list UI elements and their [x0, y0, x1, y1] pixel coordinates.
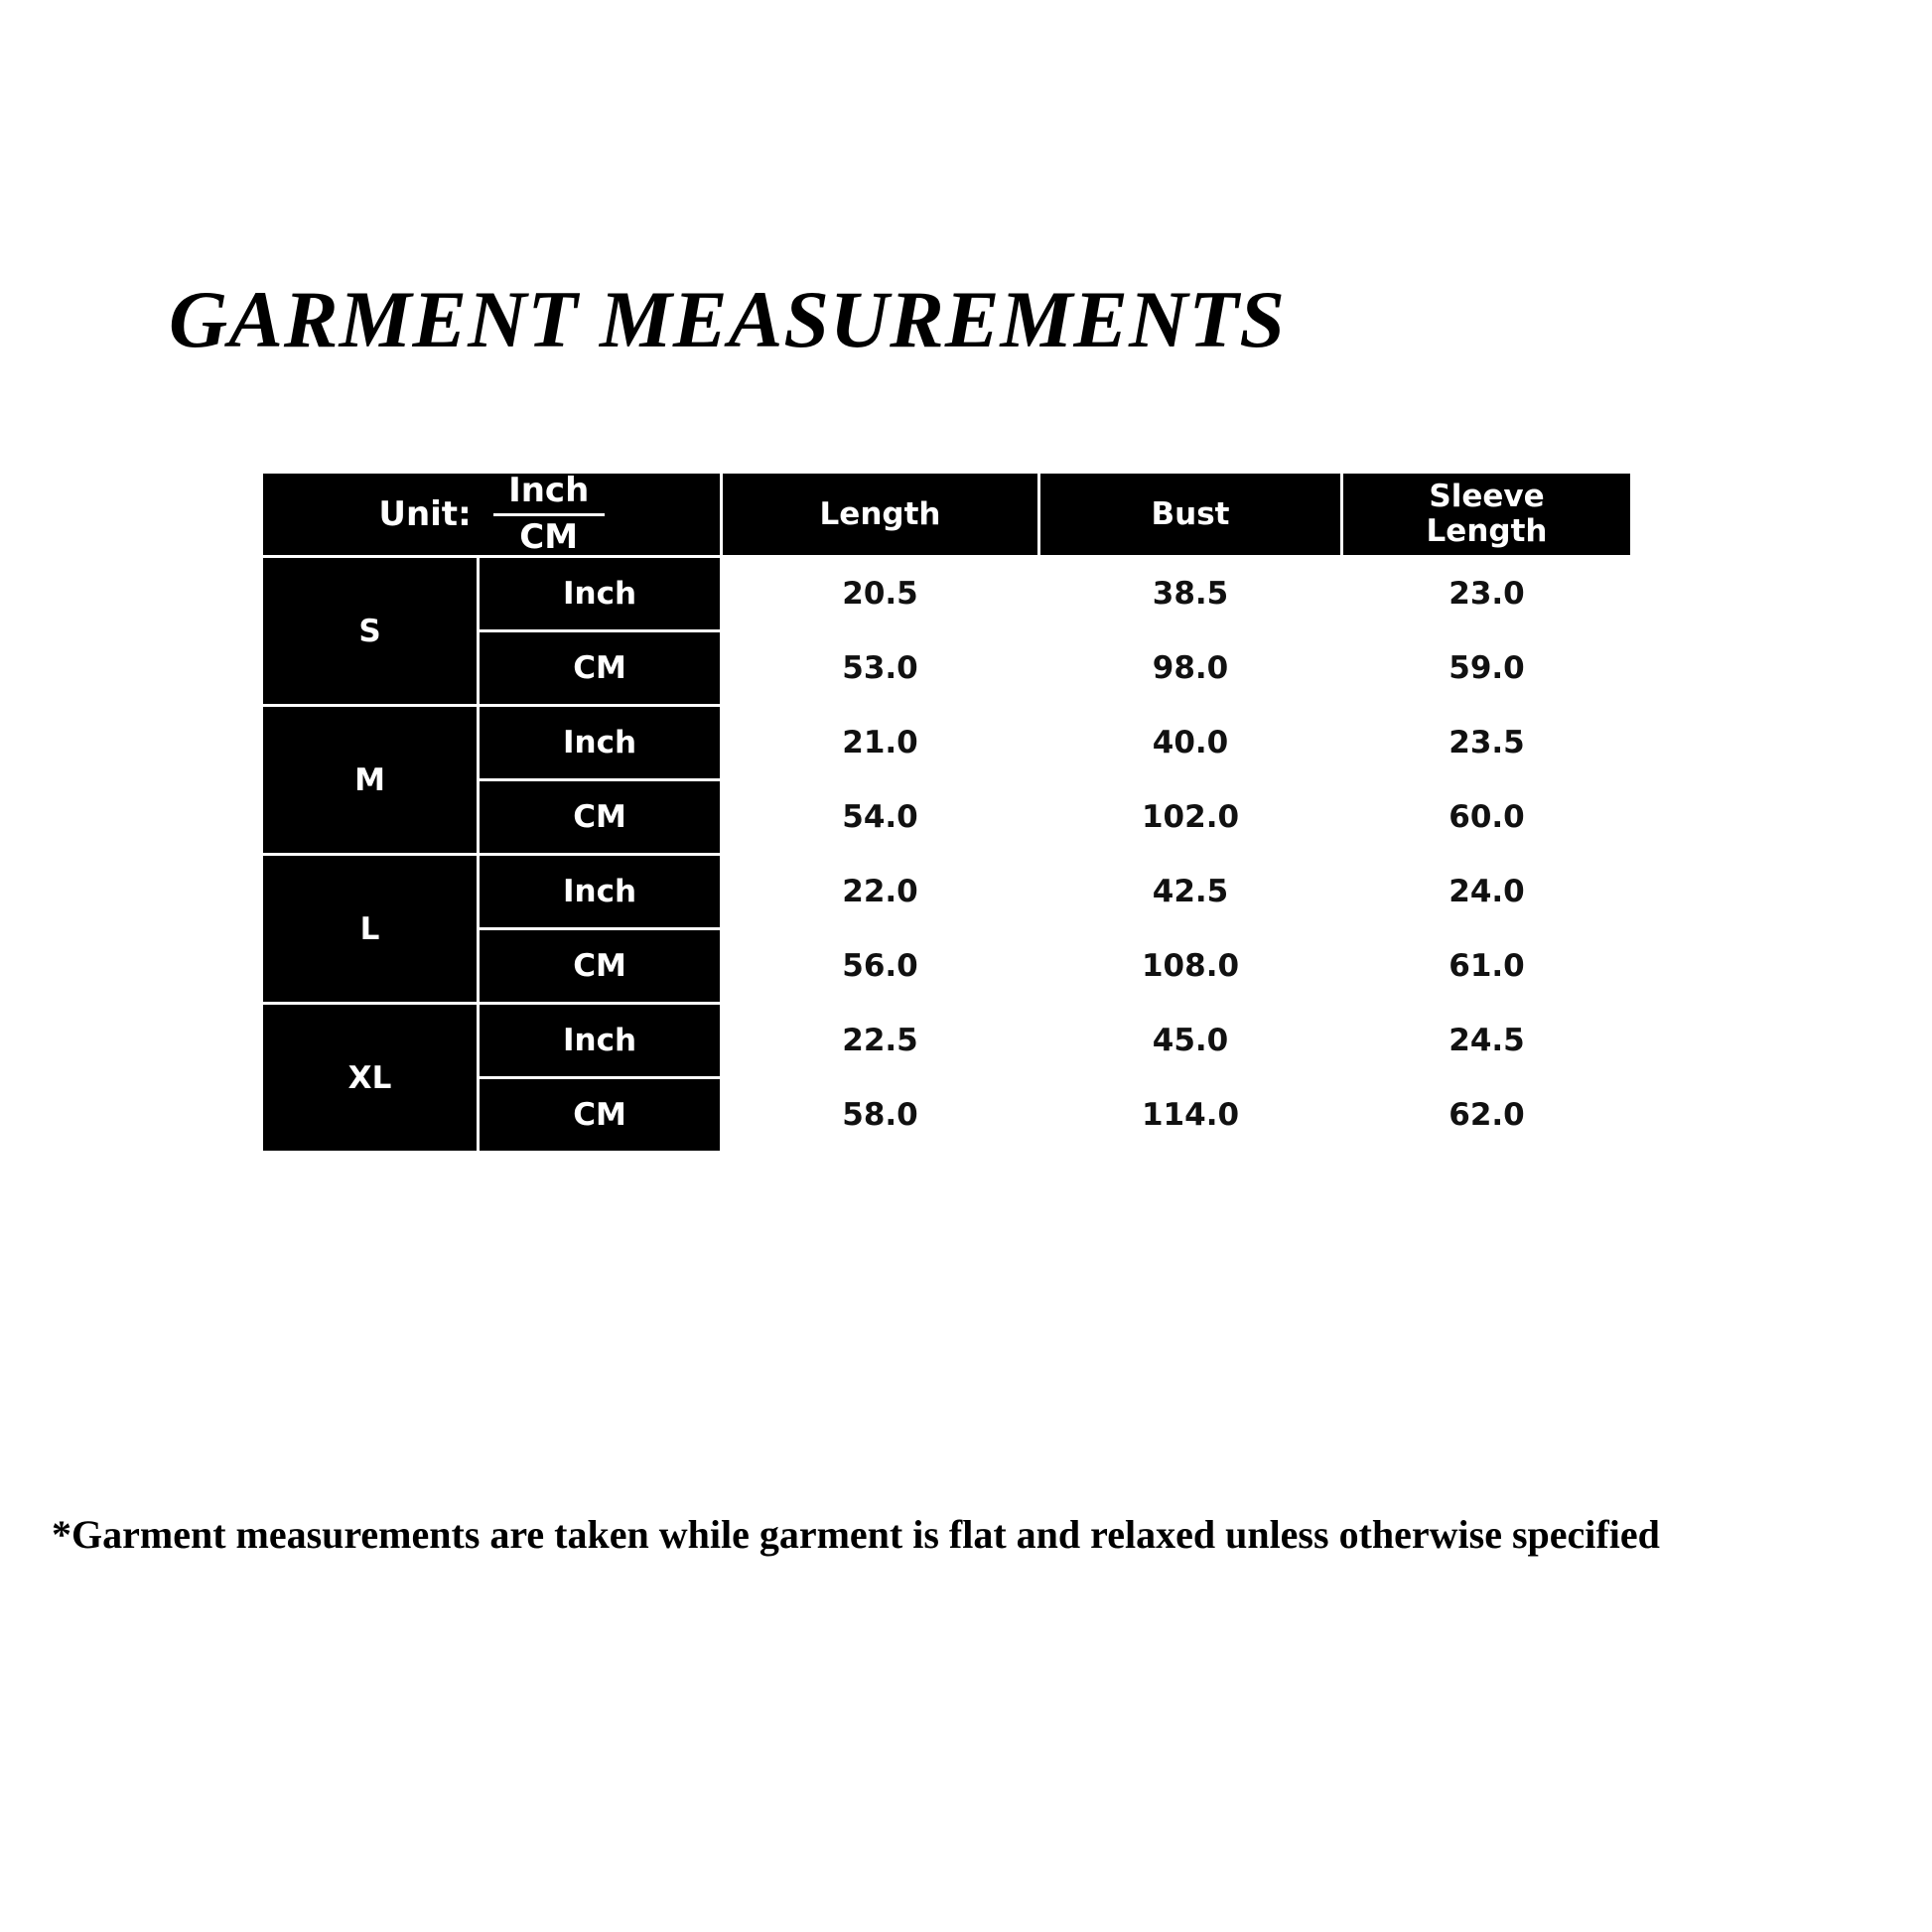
page-title: GARMENT MEASUREMENTS: [169, 274, 1287, 364]
value-length: 22.0: [722, 855, 1039, 929]
value-length: 20.5: [722, 557, 1039, 631]
value-bust: 98.0: [1039, 631, 1342, 706]
measurements-table: [260, 471, 1633, 1154]
unit-cell-inch: Inch: [479, 855, 722, 929]
value-bust: 38.5: [1039, 557, 1342, 631]
table-row: [262, 1004, 1632, 1078]
value-length: 21.0: [722, 706, 1039, 780]
header-unit-cell: [262, 473, 722, 557]
value-sleeve: 23.0: [1342, 557, 1632, 631]
value-bust: 45.0: [1039, 1004, 1342, 1078]
header-col-bust: Bust: [1039, 473, 1342, 557]
value-sleeve: 61.0: [1342, 929, 1632, 1004]
header-col-sleeve-line1: Sleeve: [1429, 478, 1545, 514]
size-label-s: S: [262, 557, 479, 706]
unit-cell-cm: CM: [479, 1078, 722, 1153]
size-label-xl: XL: [262, 1004, 479, 1153]
value-length: 53.0: [722, 631, 1039, 706]
measurements-table-container: [260, 471, 1630, 1154]
value-sleeve: 60.0: [1342, 780, 1632, 855]
value-length: 58.0: [722, 1078, 1039, 1153]
value-length: 22.5: [722, 1004, 1039, 1078]
header-col-length: Length: [722, 473, 1039, 557]
value-bust: 40.0: [1039, 706, 1342, 780]
header-unit-fraction: [493, 471, 605, 557]
unit-cell-cm: CM: [479, 631, 722, 706]
table-row: [262, 557, 1632, 631]
value-bust: 102.0: [1039, 780, 1342, 855]
value-sleeve: 23.5: [1342, 706, 1632, 780]
unit-cell-cm: CM: [479, 780, 722, 855]
header-unit-inch: Inch: [508, 471, 590, 510]
unit-cell-inch: Inch: [479, 1004, 722, 1078]
table-row: [262, 855, 1632, 929]
size-label-m: M: [262, 706, 479, 855]
table-row: [262, 706, 1632, 780]
value-bust: 114.0: [1039, 1078, 1342, 1153]
table-header-row: [262, 473, 1632, 557]
unit-cell-cm: CM: [479, 929, 722, 1004]
value-bust: 42.5: [1039, 855, 1342, 929]
unit-cell-inch: Inch: [479, 706, 722, 780]
footnote-text: *Garment measurements are taken while garment is flat and relaxed unless otherwise specified: [52, 1512, 1660, 1557]
value-bust: 108.0: [1039, 929, 1342, 1004]
value-length: 54.0: [722, 780, 1039, 855]
header-unit-label: Unit:: [378, 494, 472, 535]
value-sleeve: 24.0: [1342, 855, 1632, 929]
value-sleeve: 62.0: [1342, 1078, 1632, 1153]
size-label-l: L: [262, 855, 479, 1004]
header-col-sleeve-length: [1342, 473, 1632, 557]
header-unit-cm: CM: [519, 516, 579, 557]
unit-cell-inch: Inch: [479, 557, 722, 631]
value-sleeve: 59.0: [1342, 631, 1632, 706]
header-col-sleeve-line2: Length: [1426, 513, 1548, 550]
value-sleeve: 24.5: [1342, 1004, 1632, 1078]
value-length: 56.0: [722, 929, 1039, 1004]
